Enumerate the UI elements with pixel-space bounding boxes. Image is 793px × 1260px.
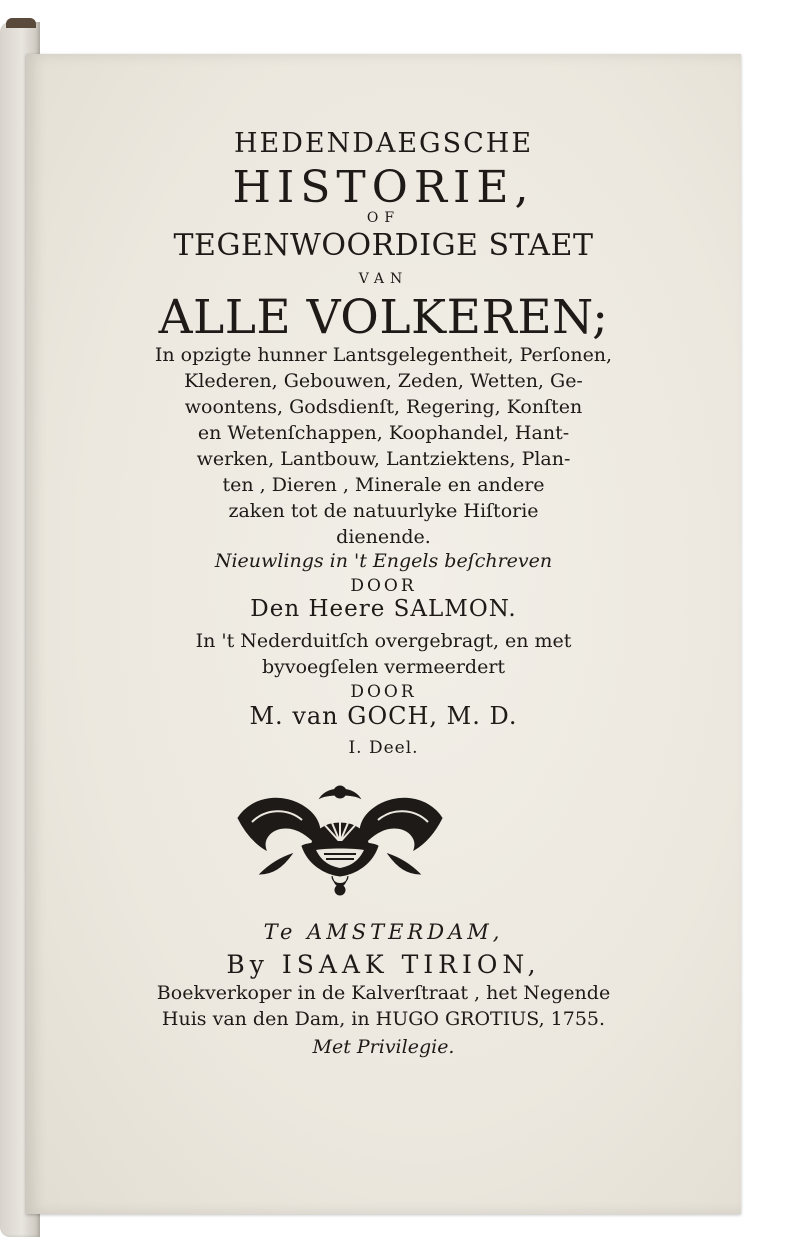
door-label: DOOR <box>350 682 417 702</box>
imprint-address-line: Boekverkoper in de Kalverſtraat , het Negende <box>156 982 611 1004</box>
spine-headband <box>6 18 36 28</box>
volume-label: I. Deel. <box>348 738 419 758</box>
description-line: In opzigte hunner Lantsgelegentheit, Perſonen, <box>154 344 613 366</box>
description-line: werken, Lantbouw, Lantziektens, Plan- <box>196 448 571 470</box>
translation-note-line: byvoegſelen vermeerdert <box>261 656 506 678</box>
imprint-privilege: Met Privilegie. <box>312 1036 455 1058</box>
title-word-of: OF <box>366 210 401 226</box>
title-line-tegenwoordige-staet: TEGENWOORDIGE STAET <box>173 228 594 263</box>
english-source-note: Nieuwlings in 't Engels beſchreven <box>214 550 553 572</box>
translator-name: M. van GOCH, M. D. <box>249 702 518 730</box>
title-line-historie: HISTORIE, <box>232 162 535 213</box>
description-line: zaken tot de natuurlyke Hiſtorie <box>228 500 539 522</box>
fleuron-ornament-icon <box>232 778 448 898</box>
title-word-van: VAN <box>358 271 409 287</box>
title-line-alle-volkeren: ALLE VOLKEREN; <box>158 290 609 345</box>
description-line: dienende. <box>336 526 431 548</box>
imprint-address-line: Huis van den Dam, in HUGO GROTIUS, 1755. <box>161 1008 606 1030</box>
description-line: Klederen, Gebouwen, Zeden, Wetten, Ge- <box>184 370 583 392</box>
title-line-hedendaegsche: HEDENDAEGSCHE <box>233 128 534 159</box>
title-page <box>26 54 741 1214</box>
imprint-publisher: By ISAAK TIRION, <box>226 950 541 979</box>
description-line: en Wetenſchappen, Koophandel, Hant- <box>197 422 570 444</box>
description-line: woontens, Godsdienſt, Regering, Konſten <box>184 396 583 418</box>
door-label: DOOR <box>350 576 417 596</box>
author-name: Den Heere SALMON. <box>250 596 517 622</box>
imprint-place: Te AMSTERDAM, <box>263 920 504 944</box>
translation-note-line: In 't Nederduitſch overgebragt, en met <box>195 630 572 652</box>
description-line: ten , Dieren , Minerale en andere <box>222 474 545 496</box>
